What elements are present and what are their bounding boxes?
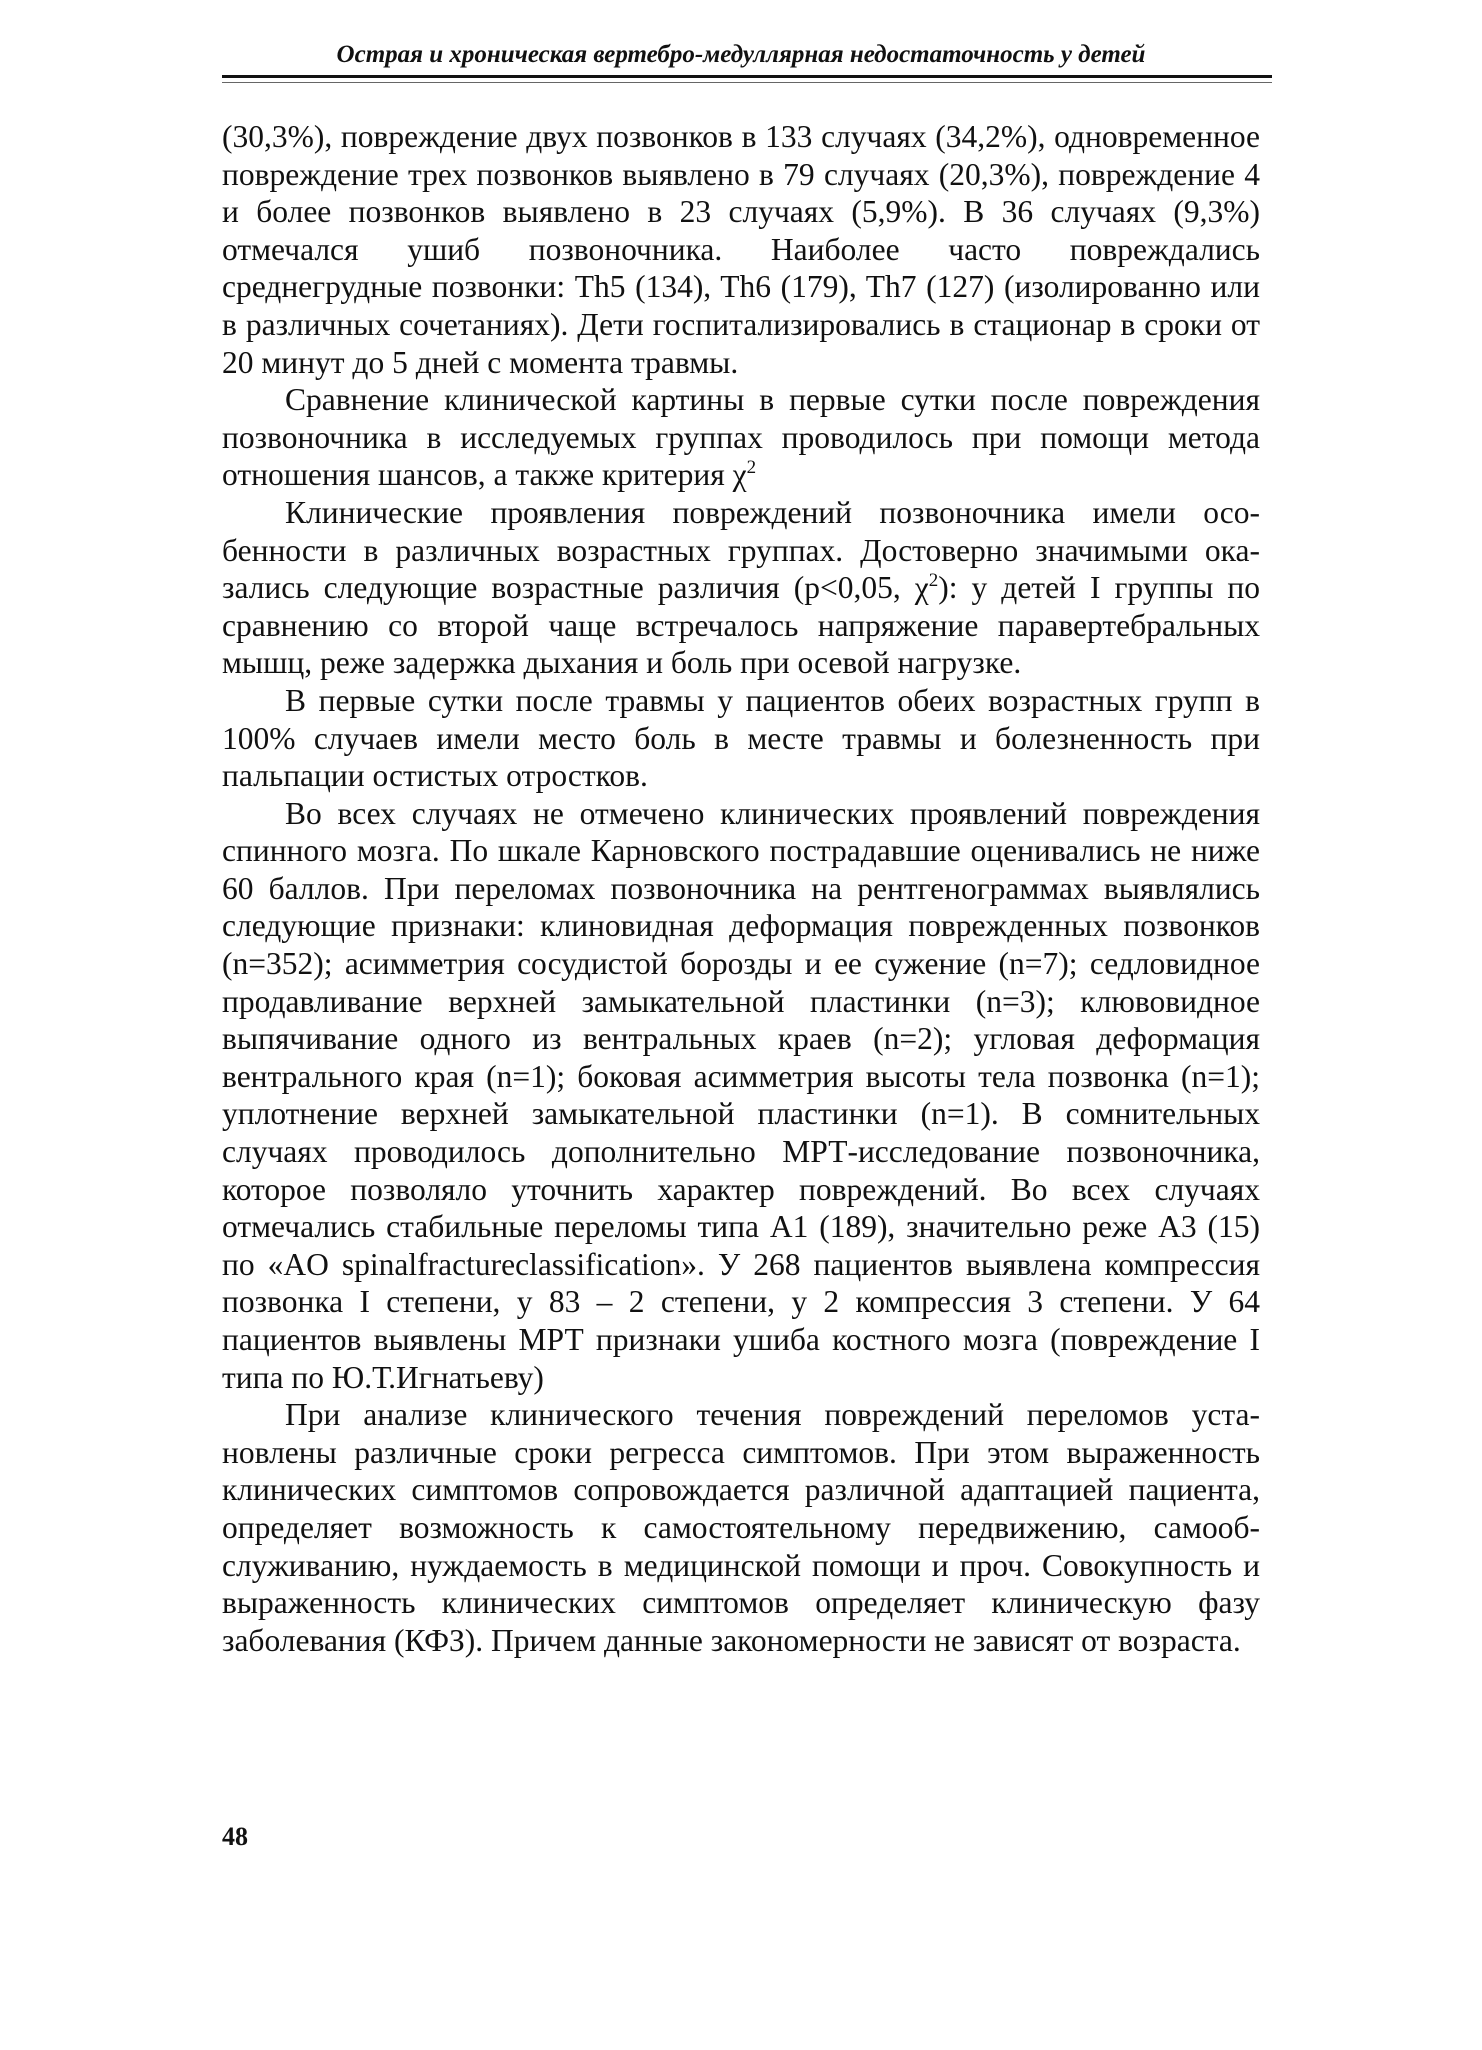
paragraph-5: Во всех случаях не отмечено клинических проявлений повреждения спинного мозга. По шкале Карновского пострадавшие оценивались не ниже 60 баллов. При переломах позвоночника на рентгенограммах выявлялись следующие признаки: клиновидная деформация поврежденных позвонков (n=352); асимметрия сосудистой борозды и ее сужение (n=7); седловидное продавливание верхней замыкательной пластинки (n=3); клювовидное выпячивание одного из вентральных краев (n=2); угловая деформация вентрального края (n=1); боковая асимметрия высоты тела позвонка (n=1); уплотнение верхней замыкательной пластинки (n=1). В сомнительных случаях проводилось дополнительно МРТ-исследование позвоночника, которое позволяло уточнить характер повреждений. Во всех случаях отмечались стабильные переломы типа А1 (189), значительно реже А3 (15) по «AO spinalfractureclassification». У 268 пациентов выявлена компрессия позвонка I степени, у 83 – 2 степени, у 2 компрессия 3 степени. У 64 пациентов выявлены МРТ признаки ушиба костного мозга (повреждение I типа по Ю.Т.Игнатьеву) [222, 795, 1260, 1395]
header-rule [222, 75, 1272, 78]
paragraph-3 [222, 494, 1260, 682]
body-text [222, 118, 1260, 1659]
header-rule-thin [222, 82, 1272, 83]
paragraph-3-text-after: ): у детей I группы по сравнению со второй чаще встречалось напряжение паравертебральных мышц, реже задержка дыхания и боль при осевой нагрузке. [222, 570, 1260, 681]
paragraph-4: В первые сутки после травмы у пациентов обеих возрастных групп в 100% случаев имели место боль в месте травмы и болезненность при пальпации остистых отростков. [222, 682, 1260, 794]
paragraph-2-text: Сравнение клинической картины в первые сутки после повреждения позвоночника в исследуемых группах проводилось при помощи метода отношения шансов, а также критерия χ [222, 382, 1260, 493]
chi-square-superscript: 2 [928, 570, 939, 592]
paragraph-2 [222, 381, 1260, 494]
paragraph-3-text: Клинические проявления повреждений позвоночника имели особенности в различных возрастных группах. Достоверно значимыми оказались следующие возрастные различия (p<0,05, χ [222, 494, 1260, 606]
chi-square-superscript: 2 [746, 457, 757, 479]
page-number: 48 [222, 1822, 248, 1851]
paragraph-1: (30,3%), повреждение двух позвонков в 133 случаях (34,2%), одновременное повреждение трех позвонков выявлено в 79 случаях (20,3%), повреждение 4 и более позвонков выявлено в 23 случаях (5,9%). В 36 случаях (9,3%) отмечался ушиб позвоночника. Наиболее часто повреждались среднегрудные позвонки: Th5 (134), Th6 (179), Th7 (127) (изолированно или в различных сочетаниях). Дети госпитализировались в стационар в сроки от 20 минут до 5 дней с момента травмы. [222, 119, 1260, 380]
paragraph-6: При анализе клинического течения повреждений переломов установлены различные сроки регресса симптомов. При этом выраженность клинических симптомов сопровождается различной адаптацией пациента, определяет возможность к самостоятельному передвижению, самообслуживанию, нуждаемость в медицинской помощи и проч. Совокупность и выраженность клинических симптомов определяет клиническую фазу заболевания (КФЗ). Причем данные закономерности не зависят от возраста. [222, 1397, 1260, 1658]
running-head-title: Острая и хроническая вертебро-медуллярная недостаточность у детей [336, 41, 1146, 68]
